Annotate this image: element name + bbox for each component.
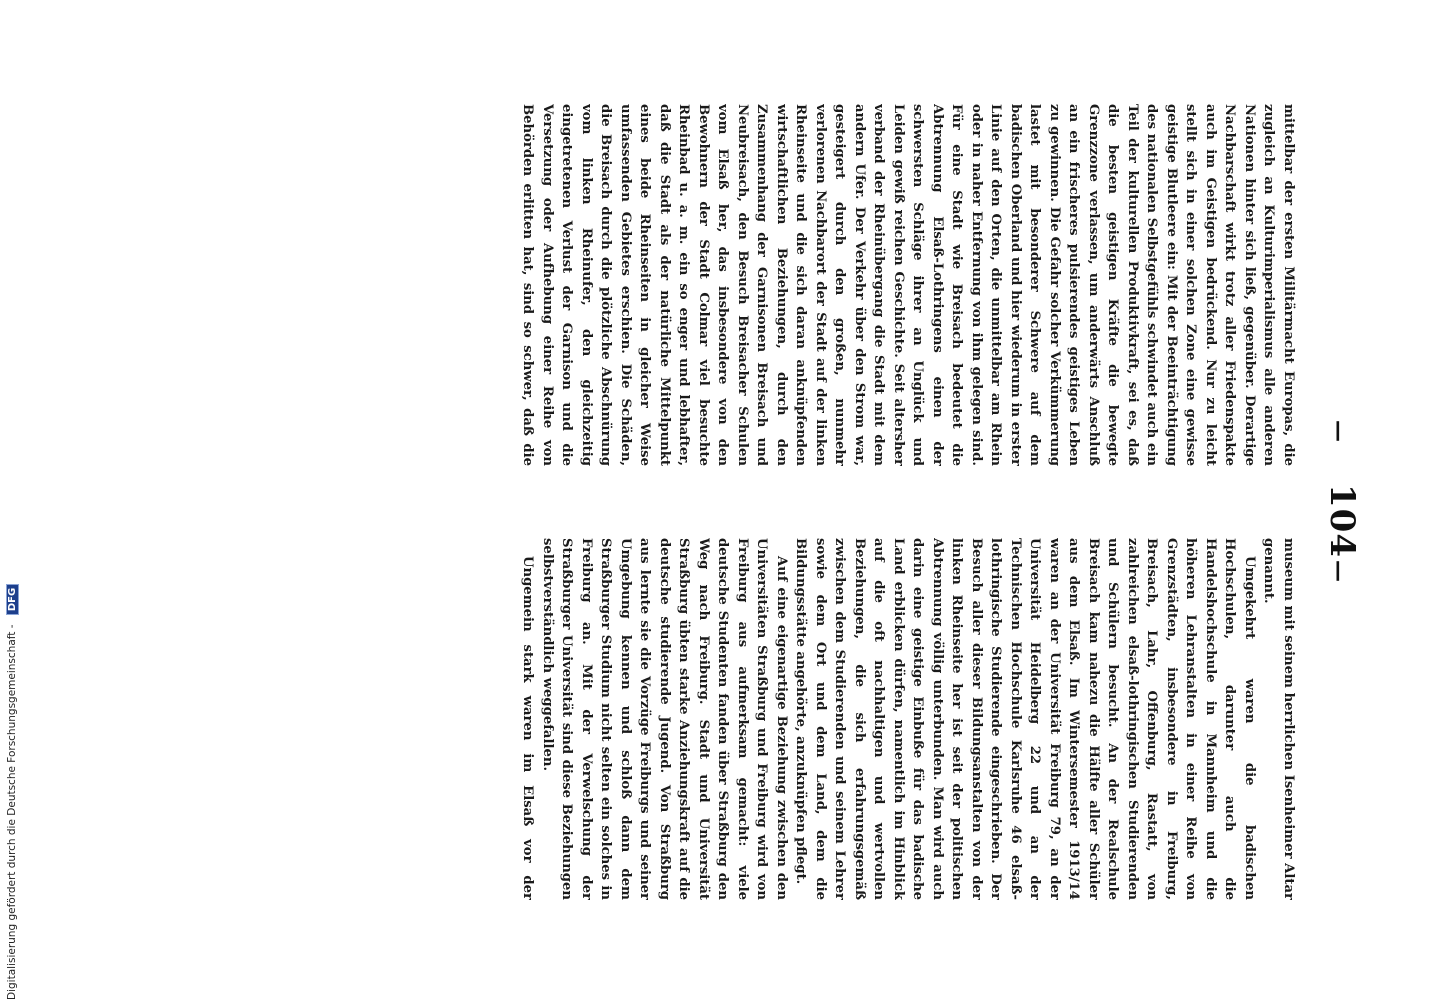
page-number: 104 [1322,484,1362,558]
paragraph: Umgekehrt waren die badischen Hochschulen, darunter auch die Handelshochschule in Mannheim und die höheren Lehranstalten in einer Reihe von Grenzstädten, insbesondere in Freiburg, Breisach, Lahr, Offenburg, Rastatt, von zahlreichen elsaß-lothringischen Studierenden und Schülern besucht. An der Realschule Breisach kam nahezu die Hälfte aller Schüler aus dem Elsaß. Im Wintersemester 1913/14 waren an der Universität Freiburg 79, an der Universität Heidelberg 22 und an der Technischen Hochschule Karlsruhe 46 elsaß-lothringische Studierende eingeschrieben. Der Besuch aller dieser Bildungsanstalten von der linken Rheinseite her ist seit der politischen Abtrennung völlig unterbunden. Man wird auch darin eine geistige Einbuße für das badische Land erblicken dürfen, namentlich im Hinblick auf die oft nachhaltigen und wertvollen Beziehungen, die sich erfahrungsgemäß zwischen dem Studierenden und seinem Lehrer sowie dem Ort und dem Land, dem die Bildungsstätte angehörte, anzuknüpfen pflegt. [793,538,1257,900]
text-column-right [518,538,1298,900]
header-dash-left: — [1326,420,1352,442]
paragraph: Ungemein stark waren im Elsaß vor der [520,556,536,900]
text-column-left [518,104,1298,466]
header-dash-right: — [1326,560,1352,582]
paragraph: Auf eine eigenartige Beziehung zwischen den Universitäten Straßburg und Freiburg wird von Freiburg aus aufmerksam gemacht: viele deutsche Studenten fanden über Straßburg den Weg nach Freiburg. Stadt und Universität Straßburg übten starke Anziehungskraft auf die deutsche studierende Jugend. Von Straßburg aus lernte sie die Vorzüge Freiburgs und seiner Umgebung kennen und schloß dann dem Straßburger Studium nicht selten ein solches in Freiburg an. Mit der Verwelschung der Straßburger Universität sind diese Beziehungen selbstverständlich weggefallen. [540,538,789,900]
dfg-logo: DFG [6,584,19,615]
digitization-credit [6,4,19,1000]
page-header [1302,0,1362,1000]
paragraph: mittelbar der ersten Militärmacht Europas, die zugleich an Kulturimperialismus alle anderen Nationen hinter sich ließ, gegenüber. Derartige Nachbarschaft wirkt trotz aller Friedenspakte auch im Geistigen bedrückend. Nur zu leicht stellt sich in einer solchen Zone eine gewisse geistige Blutleere ein: Mit der Beeinträchtigung des nationalen Selbstgefühls schwindet auch ein Teil der kulturellen Produktivkraft, sei es, daß die besten geistigen Kräfte die bewegte Grenzzone verlassen, um anderwärts Anschluß an ein frischeres pulsierendes geistiges Leben zu gewinnen. Die Gefahr solcher Verkümmerung lastet mit besonderer Schwere auf dem badischen Oberland und hier wiederum in erster Linie auf den Orten, die unmittelbar am Rhein oder in naher Entfernung von ihm gelegen sind. Für eine Stadt wie Breisach bedeutet die Abtrennung Elsaß-Lothringens einen der schwersten Schläge ihrer an Unglück und Leiden gewiß reichen Geschichte. Seit altersher verband der Rheinübergang die Stadt mit dem andern Ufer. Der Verkehr über den Strom war, gesteigert durch den großen, nunmehr verlorenen Nachbarort der Stadt auf der linken Rheinseite und die sich daran anknüpfenden wirtschaftlichen Beziehungen, durch den Zusammenhang der Garnisonen Breisach und Neubreisach, den Besuch Breisacher Schulen vom Elsaß her, das insbesondere von den Bewohnern der Stadt Colmar viel besuchte Rheinbad u. a. m. ein so enger und lebhafter, daß die Stadt als der natürliche Mittelpunkt eines beide Rheinseiten in gleicher Weise umfassenden Gebietes erschien. Die Schäden, die Breisach durch die plötzliche Abschnürung vom linken Rheinufer, den gleichzeitig eingetretenen Verlust der Garnison und die Versetzung oder Aufhebung einer Reihe von Behörden erlitten hat, sind so schwer, daß die [520,104,1296,466]
credit-text: Digitalisierung gefördert durch die Deutsche Forschungsgemeinschaft - [6,624,18,1000]
paragraph: museum mit seinem herrlichen Isenheimer Altar genannt. [1261,538,1296,900]
